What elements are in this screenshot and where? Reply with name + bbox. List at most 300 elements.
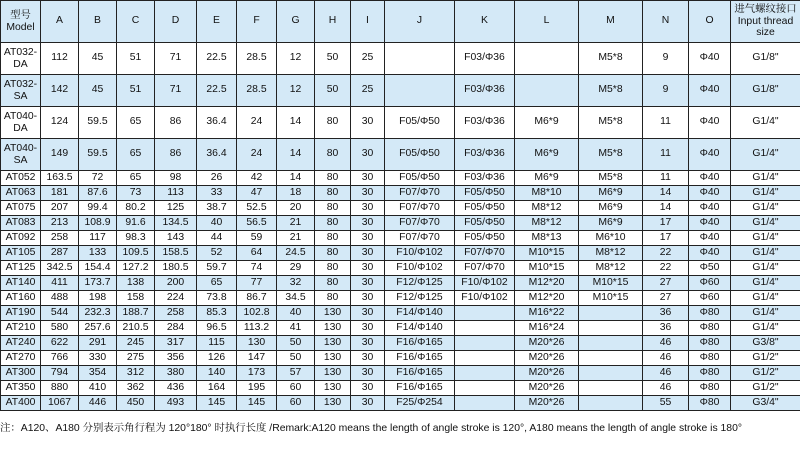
table-cell: G1/2" [731,351,800,366]
table-row [1,306,800,321]
model-cell: AT240 [1,336,41,351]
table-cell: 493 [155,396,197,411]
table-cell: 312 [117,366,155,381]
model-cell: AT040- SA [1,139,41,171]
table-cell: 30 [351,306,385,321]
table-cell: G1/4" [731,276,800,291]
table-cell: F03/Φ36 [455,75,515,107]
table-cell: 356 [155,351,197,366]
column-header-b: B [79,1,117,43]
table-header-row [1,1,800,43]
table-cell: M6*10 [579,231,643,246]
table-cell: F16/Φ165 [385,381,455,396]
table-cell: 86 [155,107,197,139]
table-cell: 36 [643,306,689,321]
table-cell [455,351,515,366]
column-header-j: J [385,1,455,43]
table-cell: 14 [277,171,315,186]
table-cell: M12*20 [515,291,579,306]
table-cell: 195 [237,381,277,396]
table-cell: Φ40 [689,216,731,231]
table-cell: 80 [315,139,351,171]
table-cell: 113 [155,186,197,201]
table-cell: 80 [315,186,351,201]
table-cell: 450 [117,396,155,411]
table-cell: M10*15 [515,246,579,261]
table-cell: 30 [351,171,385,186]
table-cell: 108.9 [79,216,117,231]
table-cell: 125 [155,201,197,216]
model-cell: AT075 [1,201,41,216]
model-cell: AT270 [1,351,41,366]
table-cell: 210.5 [117,321,155,336]
table-cell: 20 [277,201,315,216]
table-cell: 65 [117,171,155,186]
table-cell: 11 [643,171,689,186]
table-cell: M16*24 [515,321,579,336]
table-cell: 22 [643,261,689,276]
column-header-a: A [41,1,79,43]
table-cell: 130 [315,336,351,351]
table-cell: 55 [643,396,689,411]
table-cell: 9 [643,75,689,107]
table-cell: G1/4" [731,201,800,216]
table-cell: 410 [79,381,117,396]
table-cell: 11 [643,107,689,139]
table-cell: 40 [197,216,237,231]
table-cell: G1/4" [731,246,800,261]
table-cell: M6*9 [579,186,643,201]
table-cell [385,75,455,107]
table-cell [515,75,579,107]
table-cell: 30 [351,216,385,231]
table-cell: 38.7 [197,201,237,216]
table-cell: 80 [315,201,351,216]
table-cell: 130 [315,381,351,396]
table-cell: 224 [155,291,197,306]
table-cell: 580 [41,321,79,336]
table-cell: 27 [643,291,689,306]
table-cell: 22.5 [197,75,237,107]
model-cell: AT160 [1,291,41,306]
table-cell: 21 [277,216,315,231]
table-cell: 163.5 [41,171,79,186]
table-cell: 46 [643,351,689,366]
table-cell: 30 [351,366,385,381]
table-cell: 80 [315,261,351,276]
table-cell [579,336,643,351]
table-cell: 30 [351,246,385,261]
table-cell: M20*26 [515,351,579,366]
table-cell: F05/Φ50 [385,139,455,171]
table-cell: G1/4" [731,171,800,186]
table-cell [455,321,515,336]
table-cell: 354 [79,366,117,381]
table-cell: G1/4" [731,261,800,276]
table-cell: 30 [351,276,385,291]
table-cell: 14 [643,186,689,201]
column-header-g: G [277,1,315,43]
table-cell: 488 [41,291,79,306]
column-header-f: F [237,1,277,43]
table-cell: M8*12 [579,261,643,276]
table-cell: 362 [117,381,155,396]
table-cell: 26 [197,171,237,186]
table-cell [385,43,455,75]
table-cell: F07/Φ70 [455,261,515,276]
model-cell: AT083 [1,216,41,231]
table-cell: 446 [79,396,117,411]
table-cell: G1/4" [731,231,800,246]
table-cell: F05/Φ50 [385,171,455,186]
table-cell: Φ40 [689,107,731,139]
table-cell: 622 [41,336,79,351]
table-cell: G1/2" [731,381,800,396]
table-cell: 42 [237,171,277,186]
table-cell: 245 [117,336,155,351]
table-cell: 21 [277,231,315,246]
table-cell: 30 [351,381,385,396]
model-cell: AT040- DA [1,107,41,139]
table-row [1,171,800,186]
table-cell [579,351,643,366]
table-cell: 164 [197,381,237,396]
table-cell: 80 [315,216,351,231]
table-cell: 80 [315,171,351,186]
table-cell: M16*22 [515,306,579,321]
table-cell: 284 [155,321,197,336]
table-cell: 98.3 [117,231,155,246]
table-cell: 330 [79,351,117,366]
table-cell: F03/Φ36 [455,107,515,139]
table-cell: G1/2" [731,366,800,381]
table-cell: 257.6 [79,321,117,336]
model-cell: AT105 [1,246,41,261]
table-cell: Φ80 [689,396,731,411]
table-cell: 73 [117,186,155,201]
table-cell: 138 [117,276,155,291]
table-cell: 9 [643,43,689,75]
column-header-i: I [351,1,385,43]
table-cell: 198 [79,291,117,306]
table-cell: 1067 [41,396,79,411]
table-cell: 180.5 [155,261,197,276]
table-cell: Φ40 [689,139,731,171]
table-cell: 44 [197,231,237,246]
table-cell: 173 [237,366,277,381]
table-row [1,107,800,139]
table-cell: 57 [277,366,315,381]
table-cell: 51 [117,43,155,75]
table-cell: 17 [643,231,689,246]
table-cell: Φ40 [689,171,731,186]
table-cell: 52.5 [237,201,277,216]
table-cell: 80.2 [117,201,155,216]
table-cell: 154.4 [79,261,117,276]
column-header-d: D [155,1,197,43]
table-cell: M5*8 [579,139,643,171]
table-cell: 149 [41,139,79,171]
table-cell: 27 [643,276,689,291]
column-header-c: C [117,1,155,43]
table-cell: 50 [277,351,315,366]
table-cell: F10/Φ102 [455,291,515,306]
table-row [1,186,800,201]
table-cell: M5*8 [579,107,643,139]
table-cell: G1/4" [731,186,800,201]
table-cell: 18 [277,186,315,201]
table-cell: 96.5 [197,321,237,336]
table-cell: 30 [351,321,385,336]
footnote: 注：A120、A180 分别表示角行程为 120°180° 时执行长度 /Remark:A120 means the length of angle stroke is 120°, A180 means the length of angle stroke is 180° [0,423,743,434]
column-header-e: E [197,1,237,43]
table-cell: 60 [277,381,315,396]
table-cell: M20*26 [515,366,579,381]
table-cell: 109.5 [117,246,155,261]
table-cell: 86.7 [237,291,277,306]
table-cell: Φ80 [689,336,731,351]
table-cell: 60 [277,396,315,411]
table-cell: Φ80 [689,321,731,336]
table-row [1,291,800,306]
table-cell: 30 [351,139,385,171]
table-cell: G1/8" [731,75,800,107]
table-row [1,321,800,336]
table-cell: F16/Φ165 [385,366,455,381]
table-cell: 22.5 [197,43,237,75]
table-cell: 30 [351,107,385,139]
table-cell: 380 [155,366,197,381]
table-row [1,276,800,291]
table-cell: 36 [643,321,689,336]
model-cell: AT052 [1,171,41,186]
table-cell: 126 [197,351,237,366]
table-cell: 133 [79,246,117,261]
table-cell: M5*8 [579,43,643,75]
table-cell: M6*9 [579,201,643,216]
table-cell: 130 [315,306,351,321]
table-cell: 28.5 [237,75,277,107]
table-cell: 25 [351,43,385,75]
table-cell: G1/4" [731,107,800,139]
table-cell: 74 [237,261,277,276]
table-cell: 317 [155,336,197,351]
table-cell: 45 [79,43,117,75]
table-cell: M10*15 [579,276,643,291]
table-cell: F05/Φ50 [385,107,455,139]
table-cell: 436 [155,381,197,396]
table-cell: G1/4" [731,291,800,306]
table-cell: 130 [315,351,351,366]
table-cell: F14/Φ140 [385,306,455,321]
table-cell [579,306,643,321]
table-cell: 291 [79,336,117,351]
table-cell: F25/Φ254 [385,396,455,411]
table-cell: M20*26 [515,396,579,411]
table-cell: 28.5 [237,43,277,75]
table-cell: 127.2 [117,261,155,276]
table-cell: 14 [277,107,315,139]
table-cell: 30 [351,186,385,201]
table-row [1,231,800,246]
table-cell: F16/Φ165 [385,336,455,351]
table-cell: G3/8" [731,336,800,351]
table-cell: 25 [351,75,385,107]
table-cell: 12 [277,75,315,107]
table-cell [515,43,579,75]
table-cell: 46 [643,366,689,381]
table-cell: 50 [315,75,351,107]
table-cell: 72 [79,171,117,186]
table-cell: M6*9 [515,107,579,139]
table-cell: 158 [117,291,155,306]
table-cell: 65 [197,276,237,291]
table-cell: F10/Φ102 [385,246,455,261]
table-cell: 41 [277,321,315,336]
table-cell: 880 [41,381,79,396]
table-cell: 275 [117,351,155,366]
table-row [1,351,800,366]
table-cell: G1/4" [731,321,800,336]
table-cell: 30 [351,201,385,216]
table-cell: M6*9 [579,216,643,231]
table-cell: F14/Φ140 [385,321,455,336]
table-cell: 181 [41,186,79,201]
table-cell [455,336,515,351]
table-cell [579,381,643,396]
table-cell [455,396,515,411]
table-cell: 80 [315,291,351,306]
table-cell: Φ60 [689,291,731,306]
table-cell: 29 [277,261,315,276]
table-cell: 143 [155,231,197,246]
table-cell: M20*26 [515,336,579,351]
table-cell: Φ40 [689,246,731,261]
table-cell: 158.5 [155,246,197,261]
table-cell: 30 [351,336,385,351]
table-cell: 173.7 [79,276,117,291]
table-cell: 115 [197,336,237,351]
table-cell: M5*8 [579,171,643,186]
table-cell: 87.6 [79,186,117,201]
table-cell: 30 [351,396,385,411]
model-cell: AT032- DA [1,43,41,75]
model-cell: AT092 [1,231,41,246]
table-cell: Φ40 [689,231,731,246]
table-cell: M8*12 [579,246,643,261]
table-cell: 32 [277,276,315,291]
table-cell: 145 [237,396,277,411]
model-cell: AT063 [1,186,41,201]
table-cell: F07/Φ70 [385,216,455,231]
table-row [1,201,800,216]
table-cell: M10*15 [579,291,643,306]
column-header-model: 型号 Model [1,1,41,43]
table-cell: 50 [277,336,315,351]
table-cell: 56.5 [237,216,277,231]
table-cell: 34.5 [277,291,315,306]
table-cell: M20*26 [515,381,579,396]
table-cell: 36.4 [197,139,237,171]
table-cell: 134.5 [155,216,197,231]
table-cell: 113.2 [237,321,277,336]
table-cell: F12/Φ125 [385,276,455,291]
table-row [1,139,800,171]
table-cell: 342.5 [41,261,79,276]
table-cell: 47 [237,186,277,201]
table-cell: F05/Φ50 [455,231,515,246]
table-cell: 40 [277,306,315,321]
table-cell: F07/Φ70 [455,246,515,261]
table-cell: 24 [237,107,277,139]
table-cell: Φ80 [689,381,731,396]
table-cell [455,366,515,381]
table-cell: F07/Φ70 [385,186,455,201]
table-cell: G1/4" [731,139,800,171]
table-cell: F05/Φ50 [455,186,515,201]
table-cell: 207 [41,201,79,216]
table-cell: 99.4 [79,201,117,216]
table-cell: G1/4" [731,306,800,321]
column-header-l: L [515,1,579,43]
table-cell: 544 [41,306,79,321]
table-cell: M10*15 [515,261,579,276]
table-cell: 30 [351,291,385,306]
table-cell [579,321,643,336]
table-cell: 130 [315,396,351,411]
table-cell: 80 [315,231,351,246]
table-cell: F10/Φ102 [455,276,515,291]
table-cell: M8*13 [515,231,579,246]
table-row [1,396,800,411]
table-cell: 33 [197,186,237,201]
table-cell: 147 [237,351,277,366]
table-cell: M8*12 [515,201,579,216]
table-cell: 46 [643,336,689,351]
table-cell: Φ40 [689,186,731,201]
table-cell [579,366,643,381]
table-cell: F05/Φ50 [455,201,515,216]
table-cell: 17 [643,216,689,231]
table-row [1,336,800,351]
table-cell [455,381,515,396]
table-cell: 98 [155,171,197,186]
table-cell: 12 [277,43,315,75]
table-cell: 30 [351,261,385,276]
table-cell: 59.5 [79,139,117,171]
table-cell: 142 [41,75,79,107]
table-cell: 112 [41,43,79,75]
table-cell: 86 [155,139,197,171]
model-cell: AT300 [1,366,41,381]
table-cell: Φ80 [689,351,731,366]
table-cell: 117 [79,231,117,246]
table-row [1,366,800,381]
table-cell: 30 [351,231,385,246]
table-cell: M6*9 [515,139,579,171]
table-cell: 80 [315,276,351,291]
table-cell: 287 [41,246,79,261]
table-cell: 30 [351,351,385,366]
column-header-k: K [455,1,515,43]
table-cell: 130 [315,366,351,381]
table-cell: 411 [41,276,79,291]
table-row [1,75,800,107]
table-cell: G1/4" [731,216,800,231]
table-cell: Φ40 [689,201,731,216]
table-cell: F16/Φ165 [385,351,455,366]
table-cell: Φ40 [689,75,731,107]
